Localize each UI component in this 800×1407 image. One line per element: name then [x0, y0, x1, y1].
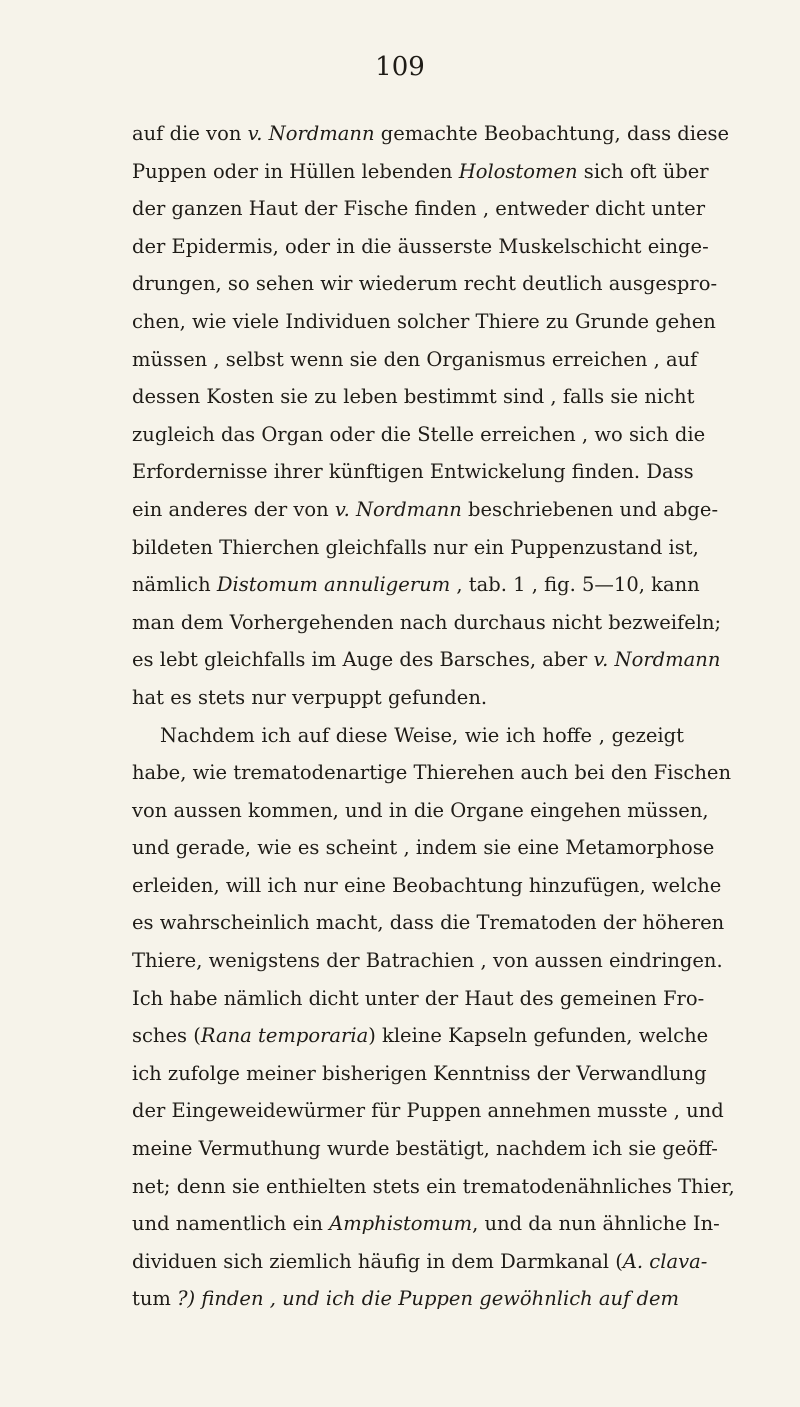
text-line	[132, 566, 700, 604]
italic-term: v. Nordmann	[334, 497, 462, 521]
line-text: ) kleine Kapseln gefunden, welche	[368, 1024, 709, 1048]
line-text: erleiden, will ich nur eine Beobachtung hinzufügen, welche	[132, 873, 722, 897]
line-text: man dem Vorhergehenden nach durchaus nicht bezweifeln;	[132, 610, 722, 634]
line-text: ich zufolge meiner bisherigen Kenntniss der Verwandlung	[132, 1061, 707, 1085]
line-text: es wahrscheinlich macht, dass die Trematoden der höheren	[132, 911, 725, 935]
text-line	[132, 1280, 684, 1318]
italic-term: Amphistomum	[329, 1212, 473, 1236]
line-text: hat es stets nur verpuppt gefunden.	[132, 685, 488, 709]
italic-term: Holostomen	[458, 159, 578, 183]
line-text: der ganzen Haut der Fische finden , entweder dicht unter	[132, 197, 706, 221]
line-text: ein anderes der von	[132, 497, 335, 521]
line-text: beschriebenen und abge-	[461, 497, 719, 521]
text-line	[132, 754, 731, 792]
text-line	[132, 1055, 707, 1093]
line-text: , und da nun ähnliche In-	[472, 1212, 720, 1236]
line-text: , tab. 1 , fig. 5—10, kann	[450, 573, 700, 597]
line-text: zugleich das Organ oder die Stelle erreichen , wo sich die	[132, 422, 706, 446]
line-text: der Eingeweidewürmer für Puppen annehmen musste , und	[132, 1099, 724, 1123]
text-line	[132, 303, 716, 341]
line-text: müssen , selbst wenn sie den Organismus erreichen , auf	[132, 347, 698, 371]
text-line	[132, 190, 706, 228]
text-line	[132, 792, 709, 830]
text-line	[132, 1017, 709, 1055]
text-line	[132, 416, 706, 454]
text-line	[132, 341, 698, 379]
text-line	[132, 717, 684, 755]
text-line	[132, 867, 722, 905]
line-text: von aussen kommen, und in die Organe eingehen müssen,	[132, 798, 709, 822]
line-text: dessen Kosten sie zu leben bestimmt sind , falls sie nicht	[132, 385, 695, 409]
line-text: gemachte Beobachtung, dass diese	[374, 122, 730, 145]
italic-term: A. clava-	[622, 1249, 708, 1273]
line-text: tum	[132, 1287, 171, 1311]
line-text: und namentlich ein	[132, 1212, 330, 1236]
line-text: net; denn sie enthielten stets ein trematodenähnliches Thier,	[132, 1174, 735, 1198]
line-text: meine Vermuthung wurde bestätigt, nachdem ich sie geöff-	[132, 1137, 718, 1161]
line-text: Erfordernisse ihrer künftigen Entwickelung finden. Dass	[132, 460, 694, 484]
line-text: habe, wie trematodenartige Thierehen auch bei den Fischen	[132, 761, 731, 785]
line-text: auf die von	[132, 122, 248, 145]
text-line	[132, 115, 730, 153]
text-line	[132, 453, 694, 491]
text-line	[132, 942, 723, 980]
line-text: bildeten Thierchen gleichfalls nur ein Puppenzustand ist,	[132, 535, 699, 559]
text-line	[132, 679, 684, 717]
text-line	[132, 1092, 724, 1130]
italic-term: ?) finden , und ich die Puppen gewöhnlich auf dem	[170, 1287, 680, 1311]
text-line	[132, 1243, 708, 1281]
italic-term: Distomum annuligerum	[216, 573, 451, 597]
text-line	[132, 1130, 718, 1168]
line-text: nämlich	[132, 573, 217, 597]
line-text: Thiere, wenigstens der Batrachien , von aussen eindringen.	[132, 949, 723, 973]
italic-term: Rana temporaria	[200, 1024, 369, 1048]
text-line	[132, 829, 715, 867]
text-line	[132, 265, 718, 303]
page-number: 109	[375, 52, 425, 82]
italic-term: v. Nordmann	[593, 648, 721, 672]
line-text: Nachdem ich auf diese Weise, wie ich hoffe , gezeigt	[160, 723, 684, 747]
text-line	[132, 491, 719, 529]
body-text	[132, 115, 735, 1318]
italic-term: v. Nordmann	[247, 122, 375, 145]
text-line	[132, 378, 695, 416]
line-text: drungen, so sehen wir wiederum recht deutlich ausgespro-	[132, 272, 718, 296]
text-line	[132, 1168, 735, 1206]
line-text: sich oft über	[577, 159, 709, 183]
text-line	[132, 1205, 720, 1243]
text-line	[132, 904, 725, 942]
line-text: der Epidermis, oder in die äusserste Muskelschicht einge-	[132, 234, 709, 258]
line-text: dividuen sich ziemlich häufig in dem Darmkanal (	[132, 1249, 623, 1273]
line-text: Ich habe nämlich dicht unter der Haut des gemeinen Fro-	[132, 986, 705, 1010]
text-line	[132, 153, 709, 191]
line-text: chen, wie viele Individuen solcher Thiere zu Grunde gehen	[132, 309, 716, 333]
text-line	[132, 228, 709, 266]
line-text: es lebt gleichfalls im Auge des Barsches, aber	[132, 648, 594, 672]
text-line	[132, 529, 699, 567]
line-text: sches (	[132, 1024, 201, 1048]
text-line	[132, 980, 705, 1018]
text-line	[132, 641, 721, 679]
line-text: Puppen oder in Hüllen lebenden	[132, 159, 459, 183]
text-line	[132, 604, 722, 642]
line-text: und gerade, wie es scheint , indem sie eine Metamorphose	[132, 836, 715, 860]
